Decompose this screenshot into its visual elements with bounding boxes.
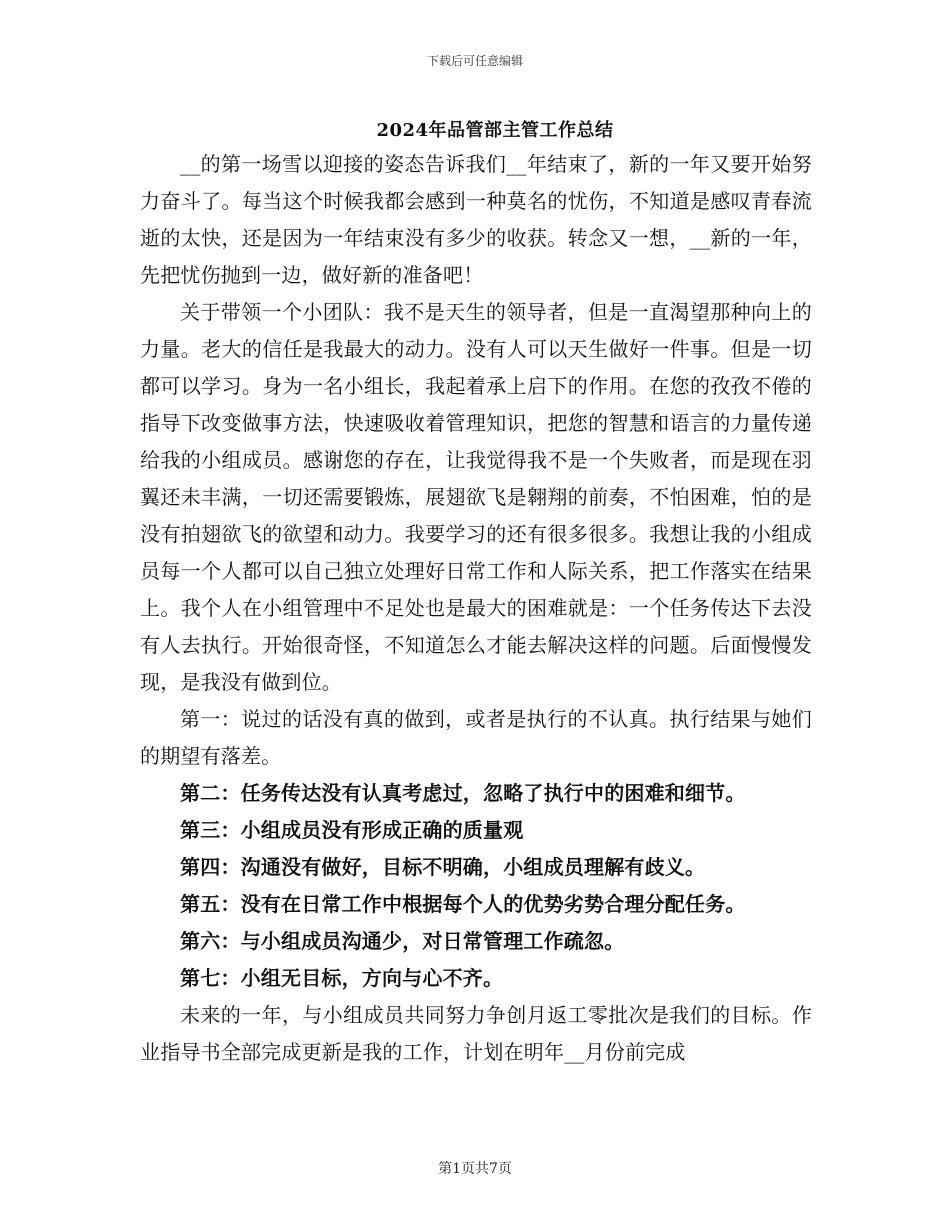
bold-list-item: 第三：小组成员没有形成正确的质量观 (180, 818, 524, 842)
paragraph: 关于带领一个小团队：我不是天生的领导者，但是一直渴望那种向上的力量。老大的信任是我最大的动力。没有人可以天生做好一件事。但是一切都可以学习。身为一名小组长，我起着承上启下的作用。在您的孜孜不倦的指导下改变做事方法，快速吸收着管理知识，把您的智慧和语言的力量传递给我的小组成员。感谢您的存在，让我觉得我不是一个失败者，而是现在羽翼还未丰满，一切还需要锻炼，展翅欲飞是翱翔的前奏，不怕困难，怕的是没有拍翅欲飞的欲望和动力。我要学习的还有很多很多。我想让我的小组成员每一个人都可以自己独立处理好日常工作和人际关系，把工作落实在结果上。我个人在小组管理中不足处也是最大的困难就是：一个任务传达下去没有人去执行。开始很奇怪，不知道怎么才能去解决这样的问题。后面慢慢发现，是我没有做到位。 (140, 300, 812, 694)
page-number-footer: 第1页共7页 (438, 1161, 512, 1177)
bold-list-item: 第四：沟通没有做好，目标不明确，小组成员理解有歧义。 (180, 855, 706, 879)
bold-list-item: 第二：任务传达没有认真考虑过，忽略了执行中的困难和细节。 (180, 781, 746, 805)
document-body (140, 146, 812, 1071)
document-title: 2024年品管部主管工作总结 (376, 120, 614, 141)
bold-list-item: 第五：没有在日常工作中根据每个人的优势劣势合理分配任务。 (180, 892, 746, 916)
page-header-note: 下载后可任意编辑 (426, 54, 523, 68)
bold-list-item: 第七：小组无目标，方向与心不齐。 (180, 966, 504, 990)
paragraph: __的第一场雪以迎接的姿态告诉我们__年结束了，新的一年又要开始努力奋斗了。每当这个时候我都会感到一种莫名的忧伤，不知道是感叹青春流逝的太快，还是因为一年结束没有多少的收获。转念又一想，__新的一年，先把忧伤抛到一边，做好新的准备吧！ (140, 152, 812, 287)
bold-list-item: 第六：与小组成员沟通少，对日常管理工作疏忽。 (180, 929, 625, 953)
paragraph: 未来的一年，与小组成员共同努力争创月返工零批次是我们的目标。作业指导书全部完成更新是我的工作，计划在明年__月份前完成 (140, 1003, 812, 1064)
paragraph: 第一：说过的话没有真的做到，或者是执行的不认真。执行结果与她们的期望有落差。 (140, 707, 812, 768)
